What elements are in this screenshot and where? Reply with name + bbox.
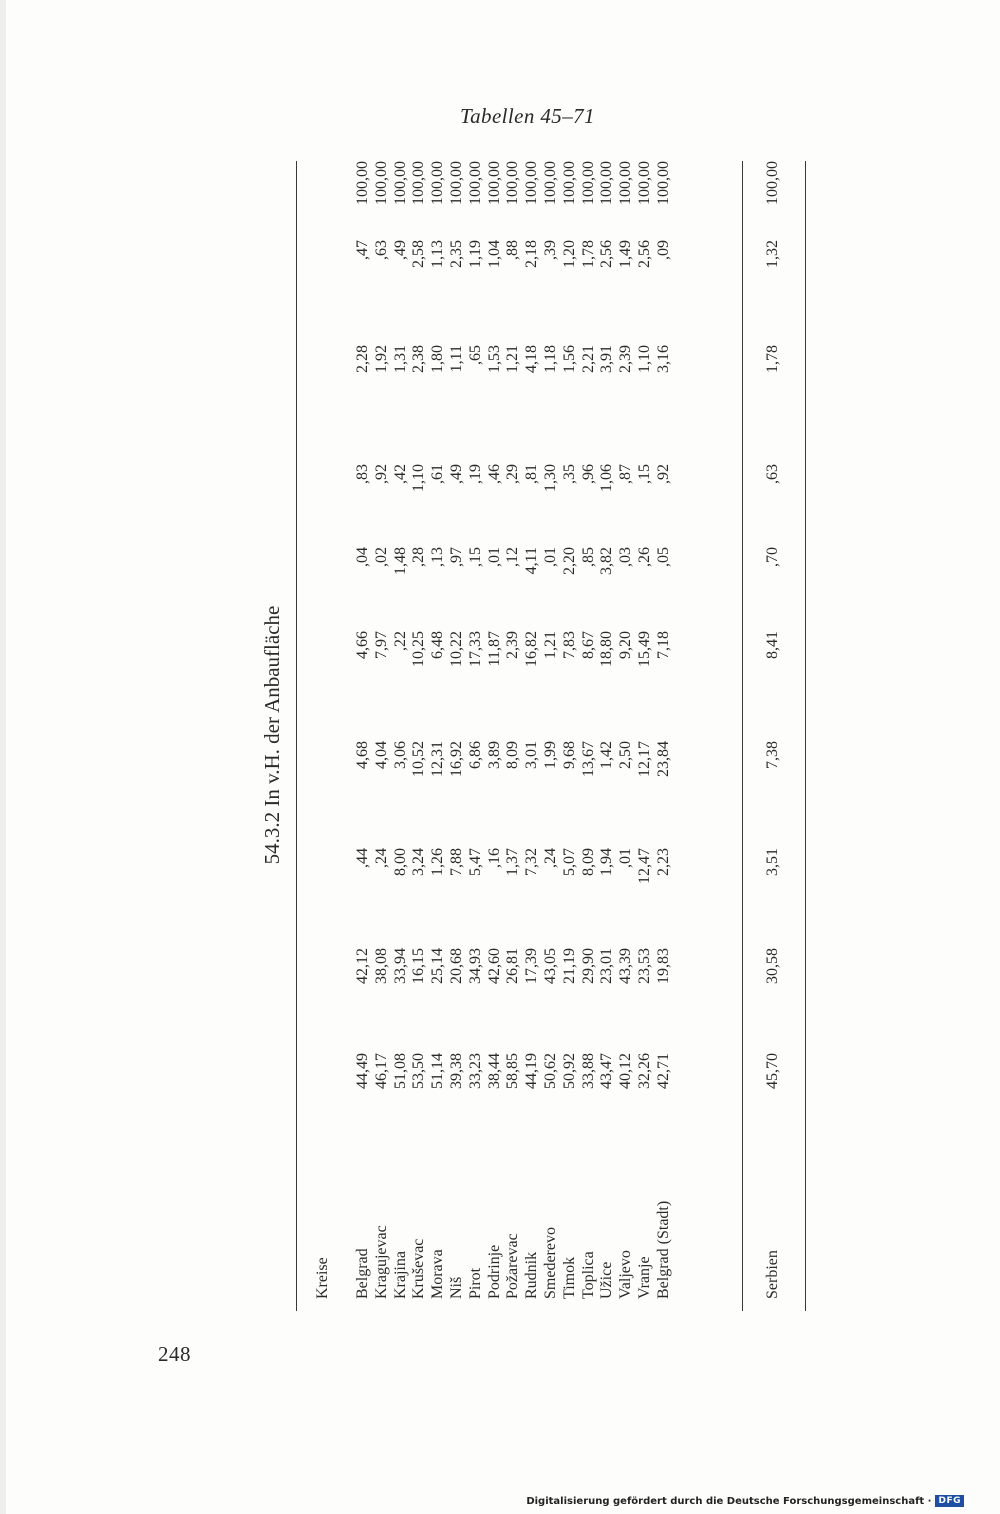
table-row <box>467 161 487 1311</box>
value-cell: 8,67 <box>579 631 597 659</box>
running-head: Tabellen 45–71 <box>460 104 595 128</box>
value-cell: 43,39 <box>617 948 635 984</box>
value-cell: 2,28 <box>354 345 371 373</box>
value-cell: 51,08 <box>391 1053 409 1089</box>
kreis-name: Užice <box>598 1261 616 1299</box>
value-cell: ,05 <box>654 547 672 567</box>
value-cell: 53,50 <box>410 1053 428 1089</box>
value-cell: ,04 <box>354 547 371 567</box>
value-cell: 45,70 <box>764 1053 781 1089</box>
value-cell: 2,20 <box>560 547 578 575</box>
value-cell: 3,91 <box>598 345 616 373</box>
value-cell: ,01 <box>617 848 635 868</box>
table-row <box>448 161 468 1311</box>
table-row <box>429 161 449 1311</box>
table-row <box>580 161 600 1311</box>
column-header-kreise: Kreise <box>314 1257 331 1299</box>
value-cell: 100,00 <box>579 161 597 205</box>
value-cell: 12,31 <box>429 741 447 777</box>
value-cell: 15,49 <box>636 631 653 667</box>
value-cell: 29,90 <box>579 948 597 984</box>
value-cell: ,49 <box>448 464 465 484</box>
value-cell: ,87 <box>617 464 635 484</box>
value-cell: 100,00 <box>636 161 653 205</box>
value-cell: ,92 <box>654 464 672 484</box>
value-cell: 1,92 <box>372 345 390 373</box>
bottom-rule <box>805 161 806 1311</box>
value-cell: ,63 <box>372 240 390 260</box>
value-cell: 100,00 <box>466 161 484 205</box>
value-cell: 7,38 <box>764 741 781 769</box>
value-cell: 19,83 <box>654 948 672 984</box>
value-cell: 20,68 <box>448 948 465 984</box>
table-row <box>392 161 412 1311</box>
value-cell: ,19 <box>466 464 484 484</box>
value-cell: 100,00 <box>764 161 781 205</box>
value-cell: 100,00 <box>523 161 541 205</box>
kreis-name: Rudnik <box>523 1251 541 1299</box>
value-cell: ,01 <box>485 547 503 567</box>
value-cell: 34,93 <box>466 948 484 984</box>
value-cell: 1,80 <box>429 345 447 373</box>
value-cell: 4,04 <box>372 741 390 769</box>
value-cell: 2,56 <box>598 240 616 268</box>
value-cell: 26,81 <box>504 948 522 984</box>
total-row <box>764 161 784 1311</box>
value-cell: ,47 <box>354 240 371 260</box>
kreis-name: Vranje <box>636 1256 653 1299</box>
value-cell: 33,23 <box>466 1053 484 1089</box>
value-cell: 4,11 <box>523 547 541 575</box>
value-cell: 44,49 <box>354 1053 371 1089</box>
value-cell: 6,48 <box>429 631 447 659</box>
page-number: 248 <box>158 1342 191 1366</box>
value-cell: 17,39 <box>523 948 541 984</box>
value-cell: 2,39 <box>617 345 635 373</box>
value-cell: 51,14 <box>429 1053 447 1089</box>
value-cell: 8,00 <box>391 848 409 876</box>
table-row <box>655 161 675 1311</box>
value-cell: 40,12 <box>617 1053 635 1089</box>
value-cell: 1,30 <box>542 464 559 492</box>
table-caption: 54.3.2 In v.H. der Anbaufläche <box>260 605 284 865</box>
value-cell: 1,42 <box>598 741 616 769</box>
value-cell: ,24 <box>542 848 559 868</box>
value-cell: 1,10 <box>410 464 428 492</box>
table-row <box>636 161 656 1311</box>
value-cell: 100,00 <box>354 161 371 205</box>
kreis-name: Valjevo <box>617 1250 635 1299</box>
table-row <box>542 161 562 1311</box>
value-cell: 38,08 <box>372 948 390 984</box>
value-cell: ,63 <box>764 464 781 484</box>
value-cell: 1,94 <box>598 848 616 876</box>
table-row <box>598 161 618 1311</box>
value-cell: 1,48 <box>391 547 409 575</box>
kreis-name: Belgrad <box>354 1248 371 1299</box>
value-cell: 3,24 <box>410 848 428 876</box>
value-cell: 1,78 <box>579 240 597 268</box>
value-cell: 8,41 <box>764 631 781 659</box>
value-cell: 32,26 <box>636 1053 653 1089</box>
value-cell: 100,00 <box>617 161 635 205</box>
top-rule <box>296 161 297 1311</box>
kreis-name: Morava <box>429 1249 447 1299</box>
value-cell: 2,58 <box>410 240 428 268</box>
value-cell: 12,17 <box>636 741 653 777</box>
value-cell: 1,10 <box>636 345 653 373</box>
value-cell: ,44 <box>354 848 371 868</box>
value-cell: ,81 <box>523 464 541 484</box>
value-cell: 33,94 <box>391 948 409 984</box>
value-cell: ,83 <box>354 464 371 484</box>
value-cell: 100,00 <box>542 161 559 205</box>
value-cell: 1,19 <box>466 240 484 268</box>
value-cell: ,70 <box>764 547 781 567</box>
value-cell: 42,71 <box>654 1053 672 1089</box>
value-cell: ,85 <box>579 547 597 567</box>
value-cell: ,26 <box>636 547 653 567</box>
value-cell: 38,44 <box>485 1053 503 1089</box>
value-cell: 1,04 <box>485 240 503 268</box>
total-rule <box>742 161 743 1311</box>
table-row <box>523 161 543 1311</box>
value-cell: 1,31 <box>391 345 409 373</box>
value-cell: 3,82 <box>598 547 616 575</box>
table-row <box>354 161 374 1311</box>
value-cell: 3,06 <box>391 741 409 769</box>
value-cell: 100,00 <box>504 161 522 205</box>
value-cell: 1,13 <box>429 240 447 268</box>
value-cell: ,12 <box>504 547 522 567</box>
value-cell: 18,80 <box>598 631 616 667</box>
value-cell: 3,01 <box>523 741 541 769</box>
value-cell: 1,21 <box>504 345 522 373</box>
table-row <box>504 161 524 1311</box>
value-cell: ,35 <box>560 464 578 484</box>
value-cell: 44,19 <box>523 1053 541 1089</box>
value-cell: 8,09 <box>504 741 522 769</box>
value-cell: 23,84 <box>654 741 672 777</box>
value-cell: 2,39 <box>504 631 522 659</box>
value-cell: ,01 <box>542 547 559 567</box>
value-cell: ,92 <box>372 464 390 484</box>
value-cell: 100,00 <box>560 161 578 205</box>
footer-text: Digitalisierung gefördert durch die Deutsche Forschungsgemeinschaft · <box>526 1495 932 1507</box>
value-cell: 58,85 <box>504 1053 522 1089</box>
value-cell: 42,12 <box>354 948 371 984</box>
value-cell: 43,47 <box>598 1053 616 1089</box>
value-cell: 7,97 <box>372 631 390 659</box>
value-cell: ,16 <box>485 848 503 868</box>
value-cell: 10,22 <box>448 631 465 667</box>
value-cell: ,96 <box>579 464 597 484</box>
value-cell: 42,60 <box>485 948 503 984</box>
value-cell: 100,00 <box>391 161 409 205</box>
value-cell: ,29 <box>504 464 522 484</box>
value-cell: 46,17 <box>372 1053 390 1089</box>
value-cell: 7,18 <box>654 631 672 659</box>
value-cell: 1,49 <box>617 240 635 268</box>
value-cell: 100,00 <box>429 161 447 205</box>
value-cell: 10,25 <box>410 631 428 667</box>
value-cell: 1,18 <box>542 345 559 373</box>
kreis-name: Podrinje <box>485 1244 503 1299</box>
kreis-name: Krajina <box>391 1251 409 1299</box>
value-cell: 33,88 <box>579 1053 597 1089</box>
data-table <box>296 161 806 1311</box>
value-cell: 16,82 <box>523 631 541 667</box>
dfg-logo: DFG <box>935 1495 964 1507</box>
value-cell: ,13 <box>429 547 447 567</box>
value-cell: 1,37 <box>504 848 522 876</box>
table-row <box>561 161 581 1311</box>
value-cell: 25,14 <box>429 948 447 984</box>
value-cell: ,02 <box>372 547 390 567</box>
value-cell: ,15 <box>636 464 653 484</box>
value-cell: 4,66 <box>354 631 371 659</box>
kreis-name: Serbien <box>764 1250 781 1299</box>
footer <box>526 1495 964 1507</box>
table-row <box>410 161 430 1311</box>
value-cell: 11,87 <box>485 631 503 667</box>
value-cell: 100,00 <box>654 161 672 205</box>
value-cell: 7,88 <box>448 848 465 876</box>
value-cell: 2,21 <box>579 345 597 373</box>
value-cell: 100,00 <box>485 161 503 205</box>
value-cell: 1,56 <box>560 345 578 373</box>
value-cell: 100,00 <box>598 161 616 205</box>
value-cell: 6,86 <box>466 741 484 769</box>
value-cell: 1,78 <box>764 345 781 373</box>
value-cell: 100,00 <box>372 161 390 205</box>
value-cell: 10,52 <box>410 741 428 777</box>
value-cell: 7,83 <box>560 631 578 659</box>
value-cell: 2,56 <box>636 240 653 268</box>
table-row <box>486 161 506 1311</box>
table-row <box>617 161 637 1311</box>
value-cell: ,49 <box>391 240 409 260</box>
value-cell: 16,15 <box>410 948 428 984</box>
value-cell: 39,38 <box>448 1053 465 1089</box>
value-cell: 1,21 <box>542 631 559 659</box>
value-cell: 2,38 <box>410 345 428 373</box>
value-cell: 23,01 <box>598 948 616 984</box>
value-cell: 5,47 <box>466 848 484 876</box>
value-cell: ,42 <box>391 464 409 484</box>
value-cell: ,09 <box>654 240 672 260</box>
value-cell: ,28 <box>410 547 428 567</box>
value-cell: 7,32 <box>523 848 541 876</box>
value-cell: 43,05 <box>542 948 559 984</box>
value-cell: 2,23 <box>654 848 672 876</box>
value-cell: 2,50 <box>617 741 635 769</box>
value-cell: 30,58 <box>764 948 781 984</box>
value-cell: 3,16 <box>654 345 672 373</box>
value-cell: 4,68 <box>354 741 371 769</box>
value-cell: ,65 <box>466 345 484 365</box>
value-cell: 16,92 <box>448 741 465 777</box>
value-cell: 100,00 <box>410 161 428 205</box>
value-cell: 50,92 <box>560 1053 578 1089</box>
value-cell: 13,67 <box>579 741 597 777</box>
value-cell: 1,20 <box>560 240 578 268</box>
value-cell: 1,06 <box>598 464 616 492</box>
value-cell: ,39 <box>542 240 559 260</box>
value-cell: 50,62 <box>542 1053 559 1089</box>
kreis-name: Pirot <box>466 1267 484 1299</box>
table-row <box>373 161 393 1311</box>
kreis-name: Timok <box>560 1256 578 1299</box>
kreis-name: Kragujevac <box>372 1225 390 1299</box>
value-cell: 21,19 <box>560 948 578 984</box>
kreis-name: Smederevo <box>542 1227 559 1299</box>
value-cell: ,46 <box>485 464 503 484</box>
value-cell: 3,89 <box>485 741 503 769</box>
value-cell: 2,35 <box>448 240 465 268</box>
kreis-name: Požarevac <box>504 1233 522 1299</box>
value-cell: 9,68 <box>560 741 578 769</box>
value-cell: 17,33 <box>466 631 484 667</box>
value-cell: 9,20 <box>617 631 635 659</box>
value-cell: ,22 <box>391 631 409 651</box>
value-cell: ,24 <box>372 848 390 868</box>
value-cell: 1,99 <box>542 741 559 769</box>
value-cell: ,15 <box>466 547 484 567</box>
kreis-name: Toplica <box>579 1251 597 1299</box>
value-cell: 1,26 <box>429 848 447 876</box>
value-cell: 1,32 <box>764 240 781 268</box>
value-cell: 3,51 <box>764 848 781 876</box>
value-cell: 2,18 <box>523 240 541 268</box>
value-cell: ,03 <box>617 547 635 567</box>
value-cell: 23,53 <box>636 948 653 984</box>
value-cell: 100,00 <box>448 161 465 205</box>
scan-edge <box>0 0 6 1514</box>
value-cell: 1,53 <box>485 345 503 373</box>
value-cell: 1,11 <box>448 345 465 373</box>
kreis-name: Belgrad (Stadt) <box>654 1200 672 1299</box>
kreis-name: Kruševac <box>410 1238 428 1299</box>
value-cell: 8,09 <box>579 848 597 876</box>
value-cell: 4,18 <box>523 345 541 373</box>
value-cell: ,61 <box>429 464 447 484</box>
value-cell: 12,47 <box>636 848 653 884</box>
value-cell: ,97 <box>448 547 465 567</box>
kreis-name: Niš <box>448 1276 465 1299</box>
value-cell: 5,07 <box>560 848 578 876</box>
value-cell: ,88 <box>504 240 522 260</box>
